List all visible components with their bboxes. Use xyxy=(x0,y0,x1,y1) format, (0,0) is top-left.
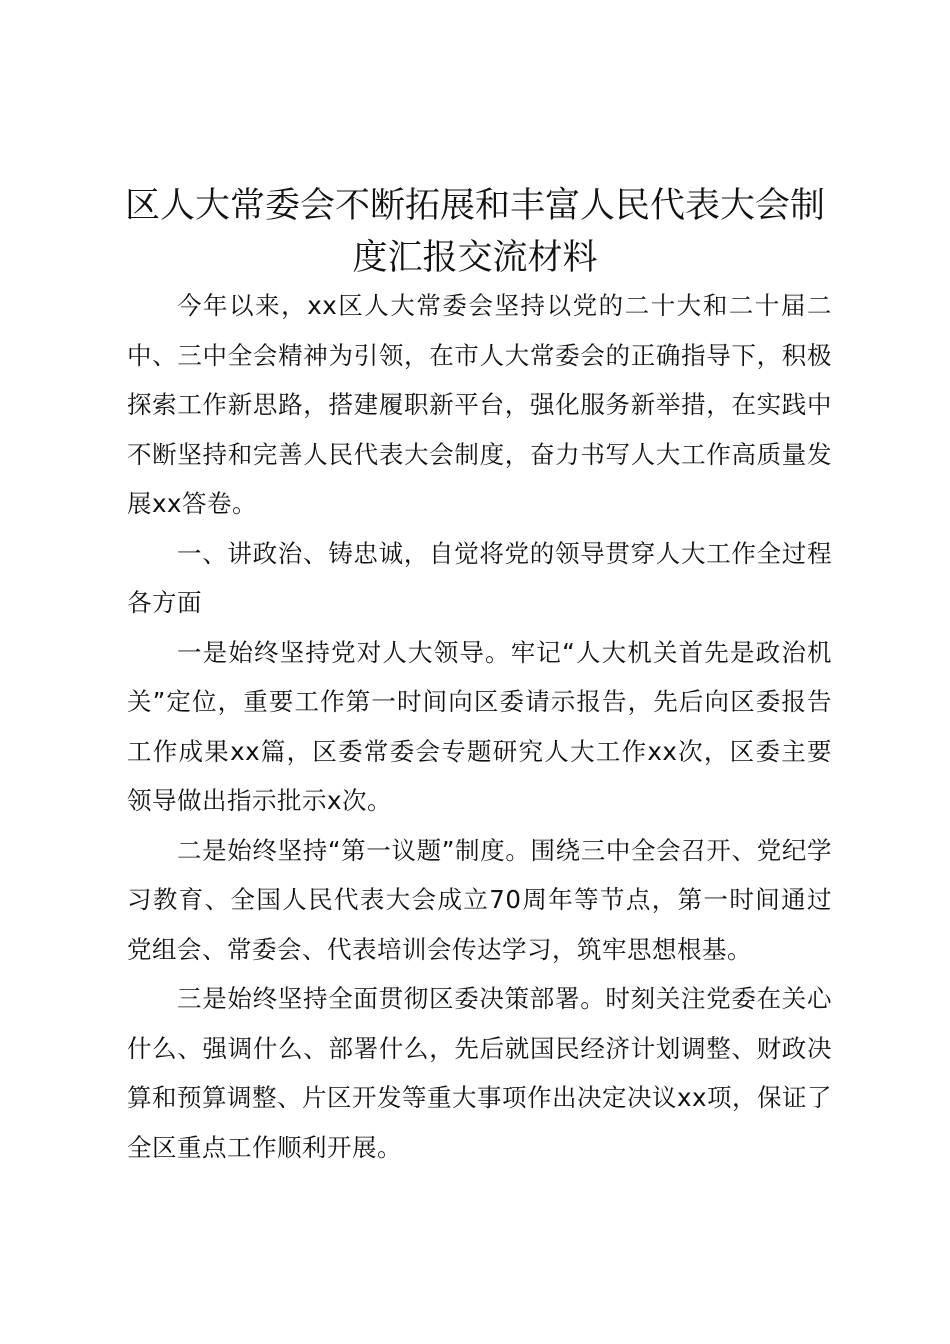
section-heading-1: 一、讲政治、铸忠诚，自觉将党的领导贯穿人大工作全过程各方面 xyxy=(127,538,832,617)
paragraph-intro: 今年以来，xx区人大常委会坚持以党的二十大和二十届二中、三中全会精神为引领，在市人大常委会的正确指导下，积极探索工作新思路，搭建履职新平台，强化服务新举措，在实践中不断坚持和完善人民代表大会制度，奋力书写人大工作高质量发展xx答卷。 xyxy=(127,291,832,518)
document-body xyxy=(127,281,832,1172)
paragraph-point-3: 三是始终坚持全面贯彻区委决策部署。时刻关注党委在关心什么、强调什么、部署什么，先后就国民经济计划调整、财政决算和预算调整、片区开发等重大事项作出决定决议xx项，保证了全区重点工作顺利开展。 xyxy=(127,984,832,1162)
paragraph-point-2: 二是始终坚持“第一议题”制度。围绕三中全会召开、党纪学习教育、全国人民代表大会成立70周年等节点，第一时间通过党组会、常委会、代表培训会传达学习，筑牢思想根基。 xyxy=(127,835,832,964)
document-title: 区人大常委会不断拓展和丰富人民代表大会制度汇报交流材料 xyxy=(124,186,825,278)
paragraph-point-1: 一是始终坚持党对人大领导。牢记“人大机关首先是政治机关”定位，重要工作第一时间向区委请示报告，先后向区委报告工作成果xx篇，区委常委会专题研究人大工作xx次，区委主要领导做出指示批示x次。 xyxy=(127,637,832,815)
